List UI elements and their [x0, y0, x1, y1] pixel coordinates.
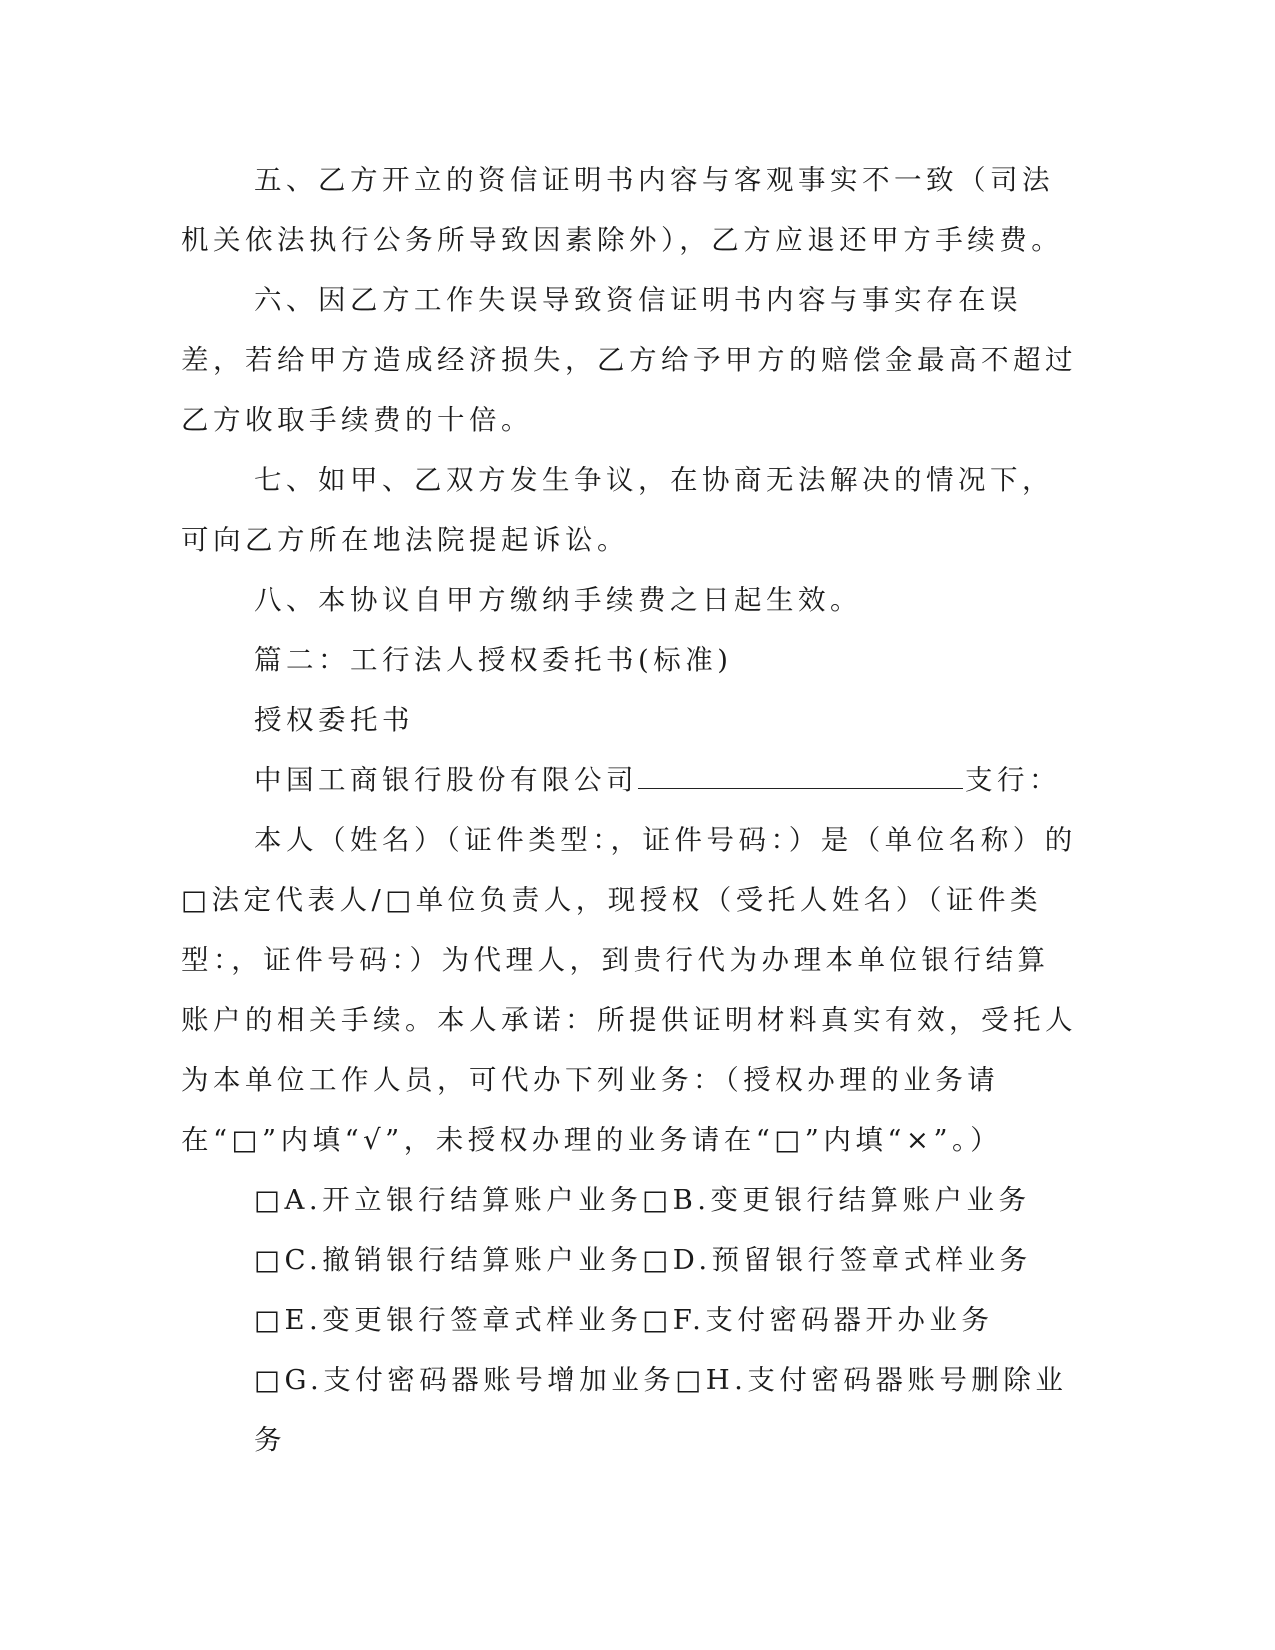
- authorization-body: 本人（姓名）（证件类型：，证件号码：）是（单位名称）的□法定代表人/□单位负责人，现授权（受托人姓名）（证件类型：，证件号码：）为代理人，到贵行代为办理本单位银行结算账户的相关手续。本人承诺：所提供证明材料真实有效，受托人为本单位工作人员，可代办下列业务：（授权办理的业务请在“□”内填“√”，未授权办理的业务请在“□”内填“×”。）: [181, 824, 1077, 1156]
- clause-six: 六、因乙方工作失误导致资信证明书内容与事实存在误差，若给甲方造成经济损失，乙方给予甲方的赔偿金最高不超过乙方收取手续费的十倍。: [181, 284, 1077, 436]
- option-line-gh: □G.支付密码器账号增加业务□H.支付密码器账号删除业务: [254, 1364, 1068, 1456]
- section-title: 篇二：工行法人授权委托书(标准): [254, 644, 733, 676]
- document-title: 授权委托书: [254, 704, 414, 736]
- option-line-ef: □E.变更银行签章式样业务□F.支付密码器开办业务: [254, 1304, 994, 1336]
- option-line-cd: □C.撤销银行结算账户业务□D.预留银行签章式样业务: [254, 1244, 1032, 1276]
- branch-line: [181, 750, 1081, 810]
- branch-name-blank: [638, 760, 963, 789]
- clause-seven: 七、如甲、乙双方发生争议，在协商无法解决的情况下，可向乙方所在地法院提起诉讼。: [181, 464, 1054, 556]
- branch-suffix: 支行：: [965, 764, 1061, 796]
- option-line-ab: □A.开立银行结算账户业务□B.变更银行结算账户业务: [254, 1184, 1031, 1216]
- clause-eight: 八、本协议自甲方缴纳手续费之日起生效。: [254, 584, 862, 616]
- branch-prefix: 中国工商银行股份有限公司: [254, 764, 638, 796]
- clause-five: 五、乙方开立的资信证明书内容与客观事实不一致（司法机关依法执行公务所导致因素除外），乙方应退还甲方手续费。: [181, 164, 1064, 256]
- document-page: [181, 150, 1081, 1470]
